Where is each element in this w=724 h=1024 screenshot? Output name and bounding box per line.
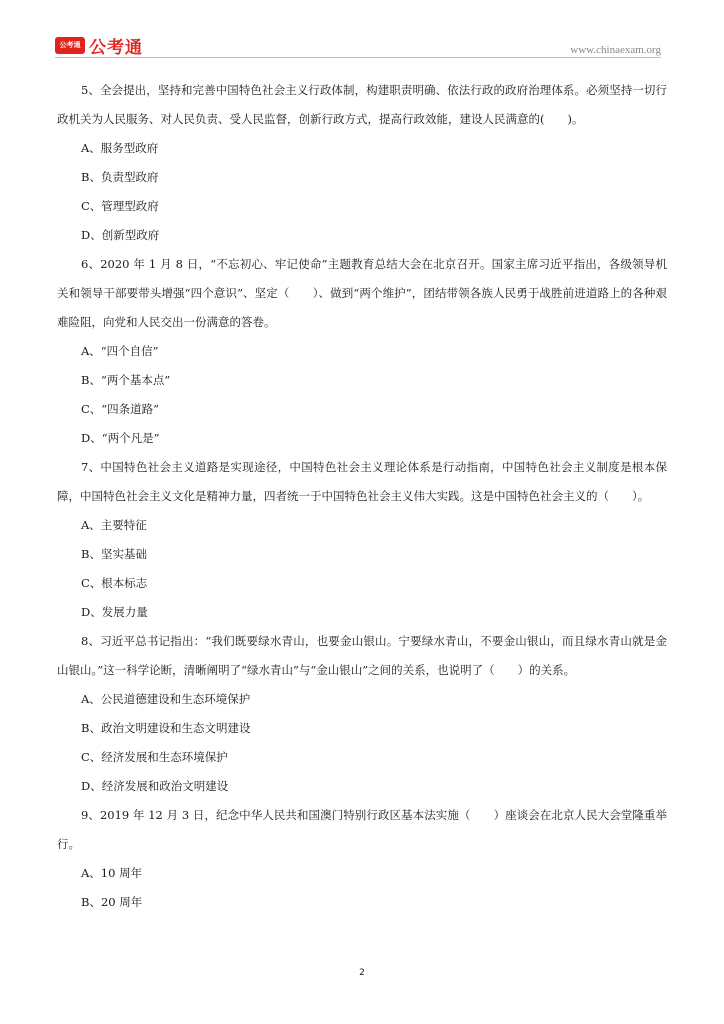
question-6 xyxy=(57,250,667,453)
option-b: B、“两个基本点” xyxy=(81,373,171,387)
question-stem: 9、2019 年 12 月 3 日，纪念中华人民共和国澳门特别行政区基本法实施（ ）座谈会在北京人民大会堂隆重举行。 xyxy=(57,808,667,851)
option-a: A、10 周年 xyxy=(81,866,143,880)
question-stem: 5、全会提出，坚持和完善中国特色社会主义行政体制，构建职责明确、依法行政的政府治理体系。必须坚持一切行政机关为人民服务、对人民负责、受人民监督，创新行政方式，提高行政效能，建设人民满意的( )。 xyxy=(57,83,667,126)
option-b: B、20 周年 xyxy=(81,895,143,909)
option-b: B、负责型政府 xyxy=(81,170,159,184)
option-a: A、公民道德建设和生态环境保护 xyxy=(81,692,251,706)
page-number: 2 xyxy=(359,968,365,978)
option-c: C、管理型政府 xyxy=(81,199,159,213)
question-9 xyxy=(57,801,667,917)
page-header xyxy=(55,32,661,58)
option-a: A、服务型政府 xyxy=(81,141,159,155)
question-stem: 6、2020 年 1 月 8 日，“不忘初心、牢记使命”主题教育总结大会在北京召开。国家主席习近平指出，各级领导机关和领导干部要带头增强“四个意识”、坚定（ ）、做到“两个维护”，团结带领各族人民勇于战胜前进道路上的各种艰难险阻，向党和人民交出一份满意的答卷。 xyxy=(57,257,667,329)
option-d: D、发展力量 xyxy=(81,605,148,619)
question-stem: 7、中国特色社会主义道路是实现途径，中国特色社会主义理论体系是行动指南，中国特色社会主义制度是根本保障，中国特色社会主义文化是精神力量，四者统一于中国特色社会主义伟大实践。这是中国特色社会主义的（ ）。 xyxy=(57,460,667,503)
question-5 xyxy=(57,76,667,250)
logo-text: 公考通 xyxy=(89,37,143,58)
question-stem: 8、习近平总书记指出：“我们既要绿水青山，也要金山银山。宁要绿水青山，不要金山银山，而且绿水青山就是金山银山。”这一科学论断，清晰阐明了“绿水青山”与“金山银山”之间的关系，也说明了（ ）的关系。 xyxy=(57,634,667,677)
option-d: D、“两个凡是” xyxy=(81,431,160,445)
option-b: B、坚实基础 xyxy=(81,547,147,561)
question-list xyxy=(57,76,667,917)
logo-badge: 公考通 xyxy=(55,37,85,54)
question-8 xyxy=(57,627,667,801)
question-7 xyxy=(57,453,667,627)
option-d: D、创新型政府 xyxy=(81,228,160,242)
site-url: www.chinaexam.org xyxy=(570,44,661,56)
option-c: C、经济发展和生态环境保护 xyxy=(81,750,228,764)
header-divider xyxy=(55,57,661,58)
option-d: D、经济发展和政治文明建设 xyxy=(81,779,229,793)
option-c: C、“四条道路” xyxy=(81,402,160,416)
brand-logo[interactable] xyxy=(55,34,143,56)
option-c: C、根本标志 xyxy=(81,576,148,590)
option-b: B、政治文明建设和生态文明建设 xyxy=(81,721,251,735)
option-a: A、主要特征 xyxy=(81,518,147,532)
option-a: A、“四个自信” xyxy=(81,344,159,358)
